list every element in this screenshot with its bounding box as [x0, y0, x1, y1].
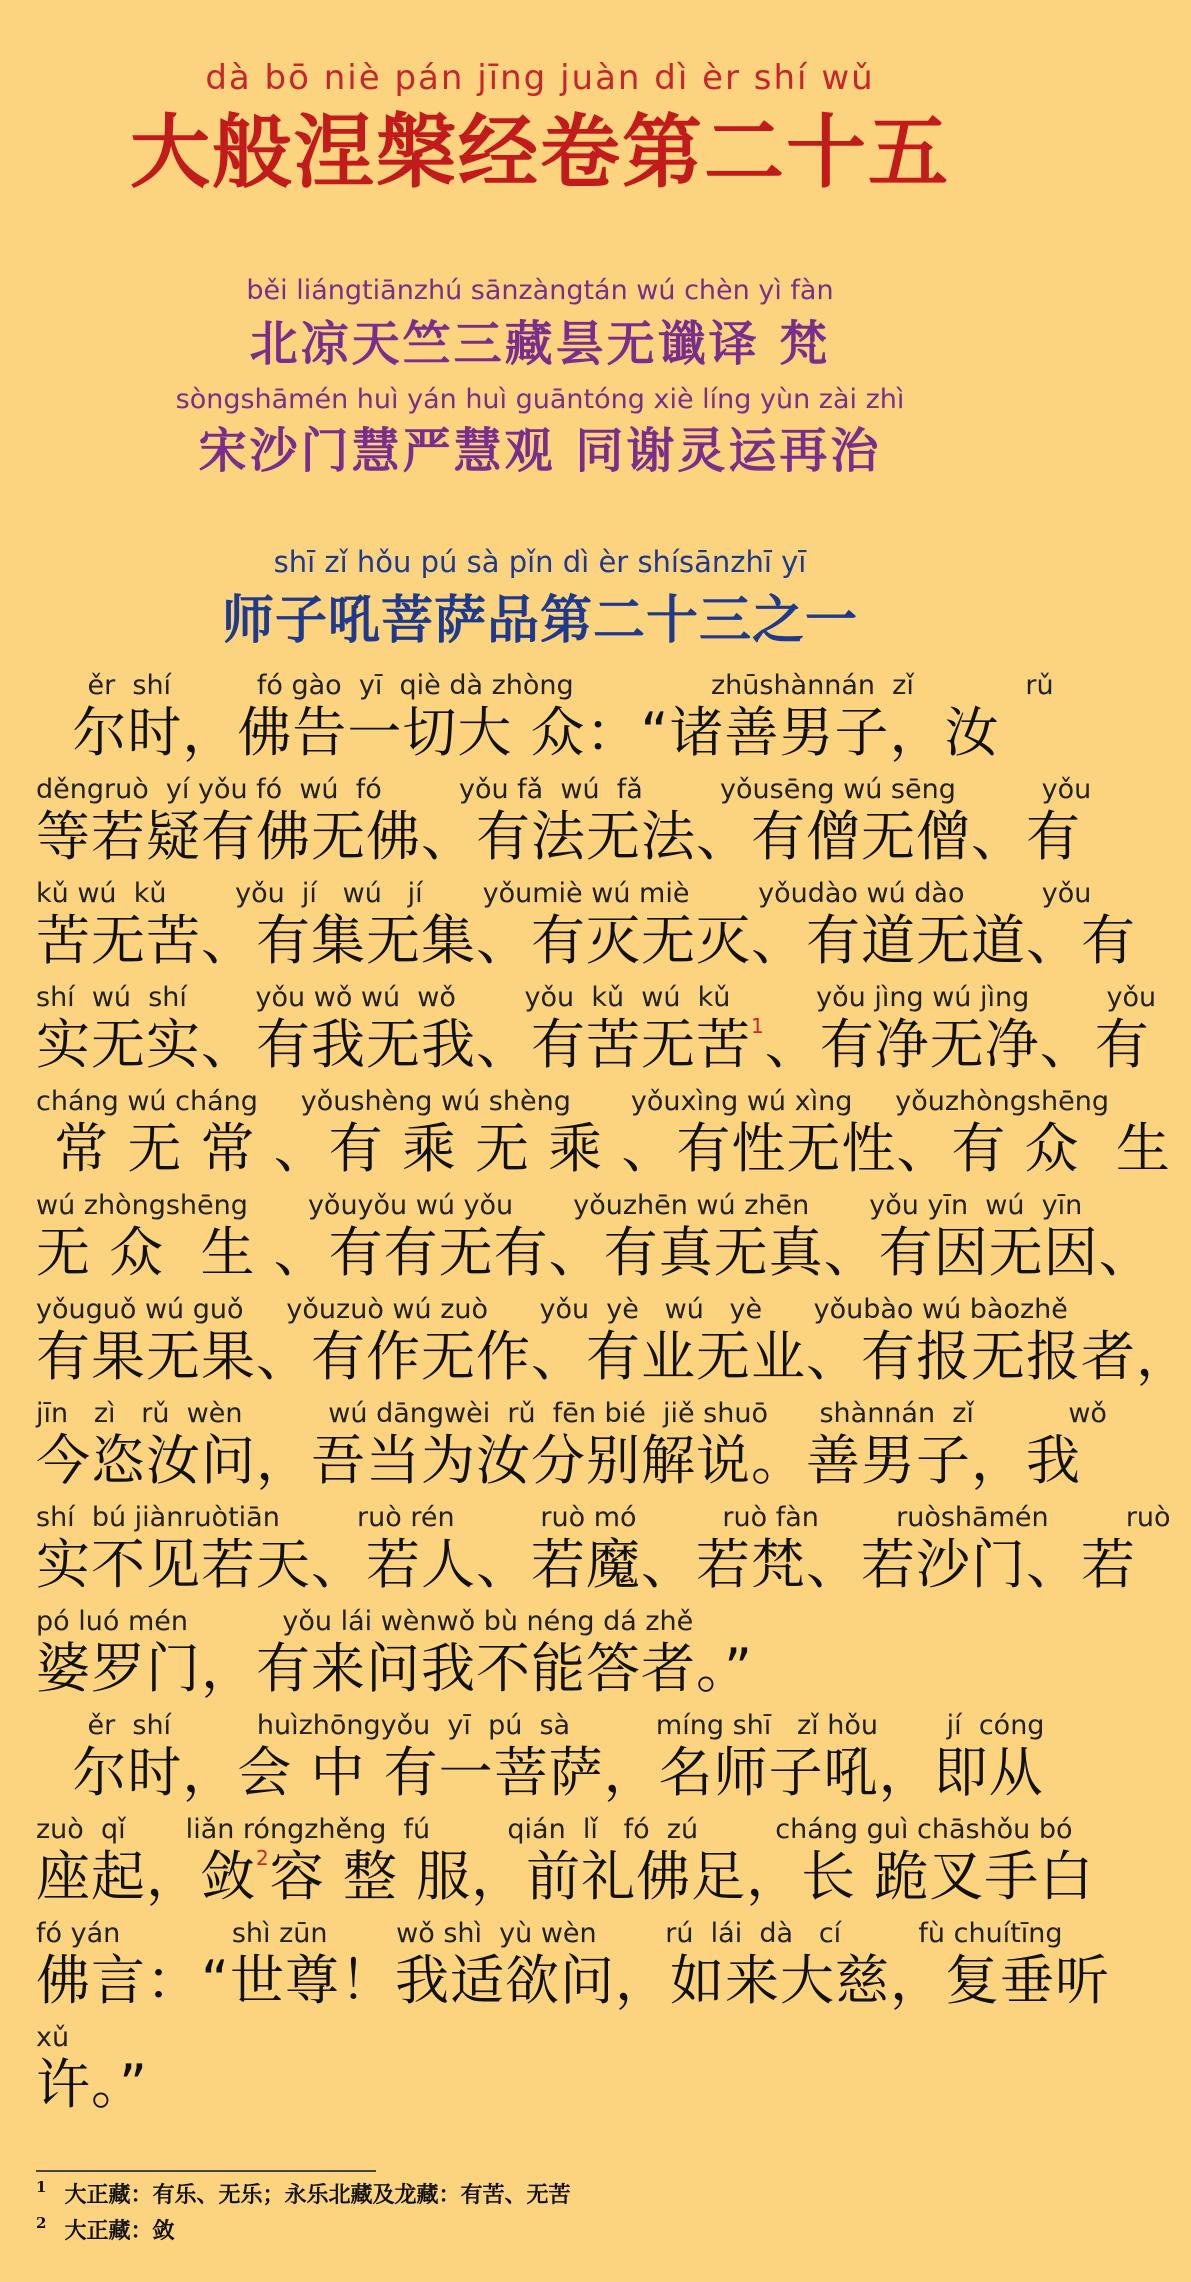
hanzi-text: 佛言：“世尊！我适欲问，如来大慈，复垂听	[36, 1949, 1110, 2012]
hanzi-text: 许。”	[36, 2053, 148, 2116]
hanzi-line	[36, 909, 1136, 972]
footnote-1	[36, 2178, 570, 2209]
hanzi-line	[36, 1325, 1191, 1388]
hanzi-text: 有果无果、有作无作、有业无业、有报无报者，	[36, 1325, 1191, 1388]
hanzi-text: 实不见若天、若人、若魔、若梵、若沙门、若	[36, 1533, 1136, 1596]
pinyin-line: zuò qǐ liǎn róngzhěng fú qián lǐ fó zú cháng guì chāshǒu bó	[36, 1814, 1073, 1845]
text-line	[36, 1084, 1171, 1180]
hanzi-line	[36, 1221, 1154, 1284]
pinyin-line: wú zhòngshēng yǒuyǒu wú yǒu yǒuzhēn wú zhēn yǒu yīn wú yīn	[36, 1190, 1083, 1221]
text-line	[36, 980, 1157, 1076]
pinyin-line: ěr shí fó gào yī qiè dà zhòng zhūshànnán zǐ rǔ	[36, 670, 1054, 701]
hanzi-line	[36, 701, 1046, 764]
footnote-marker: 2	[256, 1846, 270, 1870]
footnote-number: 2	[36, 2214, 47, 2232]
footnote-number: 1	[36, 2178, 47, 2196]
pinyin-line: pó luó mén yǒu lái wènwǒ bù néng dá zhě	[36, 1606, 694, 1637]
hanzi-text: 今恣汝问，吾当为汝分别解说。善男子，我	[36, 1429, 1081, 1492]
text-line	[36, 1500, 1171, 1596]
text-line	[36, 668, 1054, 764]
editor-line: 宋沙门慧严慧观 同谢灵运再治	[198, 423, 882, 479]
text-line	[36, 772, 1092, 868]
text-line	[36, 1396, 1107, 1492]
translator-line: 北凉天竺三藏昙无谶译 梵	[249, 316, 831, 372]
hanzi-text: 苦无苦、有集无集、有灭无灭、有道无道、有	[36, 909, 1136, 972]
hanzi-text: 、有净无净、有	[764, 1013, 1150, 1076]
text-line	[36, 2020, 1046, 2114]
chapter-title: 师子吼菩萨品第二十三之一	[221, 590, 858, 651]
title-pinyin: dà bō niè pán jīng juàn dì èr shí wǔ	[205, 58, 875, 98]
hanzi-text: 容 整 服，前礼佛足，长 跪叉手白	[269, 1845, 1095, 1908]
hanzi-line	[36, 1117, 1171, 1180]
hanzi-line	[36, 1637, 1046, 1700]
footnote-text: 大正藏：敛	[64, 2218, 175, 2244]
hanzi-line	[36, 1845, 1095, 1908]
pinyin-line: děngruò yí yǒu fó wú fó yǒu fǎ wú fǎ yǒusēng wú sēng yǒu	[36, 774, 1092, 805]
text-line	[36, 1604, 1046, 1698]
text-line	[36, 1708, 1046, 1802]
footnote-divider	[36, 2170, 376, 2172]
pinyin-line: ěr shí huìzhōngyǒu yī pú sà míng shī zǐ hǒu jí cóng	[36, 1710, 1045, 1741]
hanzi-text: 无 众 生 、有有无有、有真无真、有因无因、	[36, 1221, 1154, 1284]
hanzi-text: 座起，敛	[36, 1845, 256, 1908]
pinyin-line: xǔ	[36, 2022, 70, 2053]
text-line	[36, 1916, 1110, 2012]
text-line	[36, 876, 1136, 972]
hanzi-line	[36, 1949, 1110, 2012]
pinyin-line: shí wú shí yǒu wǒ wú wǒ yǒu kǔ wú kǔ yǒu jìng wú jìng yǒu	[36, 982, 1157, 1013]
pinyin-line: fó yán shì zūn wǒ shì yù wèn rú lái dà cí fù chuítīng	[36, 1918, 1063, 1949]
hanzi-line	[36, 1741, 1046, 1804]
hanzi-text: 尔时，佛告一切大 众：“诸善男子，汝	[36, 701, 1000, 764]
sutra-title: 大般涅槃经卷第二十五	[130, 105, 950, 199]
hanzi-line	[36, 1013, 1150, 1076]
pinyin-line: yǒuguǒ wú guǒ yǒuzuò wú zuò yǒu yè wú yè yǒubào wú bàozhě	[36, 1294, 1068, 1325]
footnote-text: 大正藏：有乐、无乐；永乐北藏及龙藏：有苦、无苦	[64, 2182, 571, 2208]
hanzi-line	[36, 805, 1081, 868]
chapter-pinyin: shī zǐ hǒu pú sà pǐn dì èr shísānzhī yī	[273, 545, 807, 579]
pinyin-line: jīn zì rǔ wèn wú dāngwèi rǔ fēn bié jiě shuō shànnán zǐ wǒ	[36, 1398, 1107, 1429]
hanzi-line	[36, 1533, 1136, 1596]
footnote-2	[36, 2214, 174, 2245]
text-line	[36, 1292, 1191, 1388]
pinyin-line: kǔ wú kǔ yǒu jí wú jí yǒumiè wú miè yǒudào wú dào yǒu	[36, 878, 1092, 909]
text-line	[36, 1188, 1154, 1284]
hanzi-line	[36, 2053, 1046, 2116]
hanzi-text: 尔时，会 中 有一菩萨，名师子吼，即从	[36, 1741, 1044, 1804]
hanzi-text: 婆罗门，有来问我不能答者。”	[36, 1637, 753, 1700]
hanzi-text: 常 无 常 、有 乘 无 乘 、有性无性、有 众 生	[36, 1117, 1171, 1180]
pinyin-line: shí bú jiànruòtiān ruò rén ruò mó ruò fàn ruòshāmén ruò	[36, 1502, 1171, 1533]
hanzi-text: 等若疑有佛无佛、有法无法、有僧无僧、有	[36, 805, 1081, 868]
hanzi-line	[36, 1429, 1081, 1492]
footnote-marker: 1	[751, 1014, 765, 1038]
editor-pinyin: sòngshāmén huì yán huì guāntóng xiè líng yùn zài zhì	[175, 384, 905, 415]
hanzi-text: 实无实、有我无我、有苦无苦	[36, 1013, 751, 1076]
text-line	[36, 1812, 1095, 1908]
translator-pinyin: běi liángtiānzhú sānzàngtán wú chèn yì fàn	[246, 275, 834, 306]
pinyin-line: cháng wú cháng yǒushèng wú shèng yǒuxìng wú xìng yǒuzhòngshēng	[36, 1086, 1109, 1117]
